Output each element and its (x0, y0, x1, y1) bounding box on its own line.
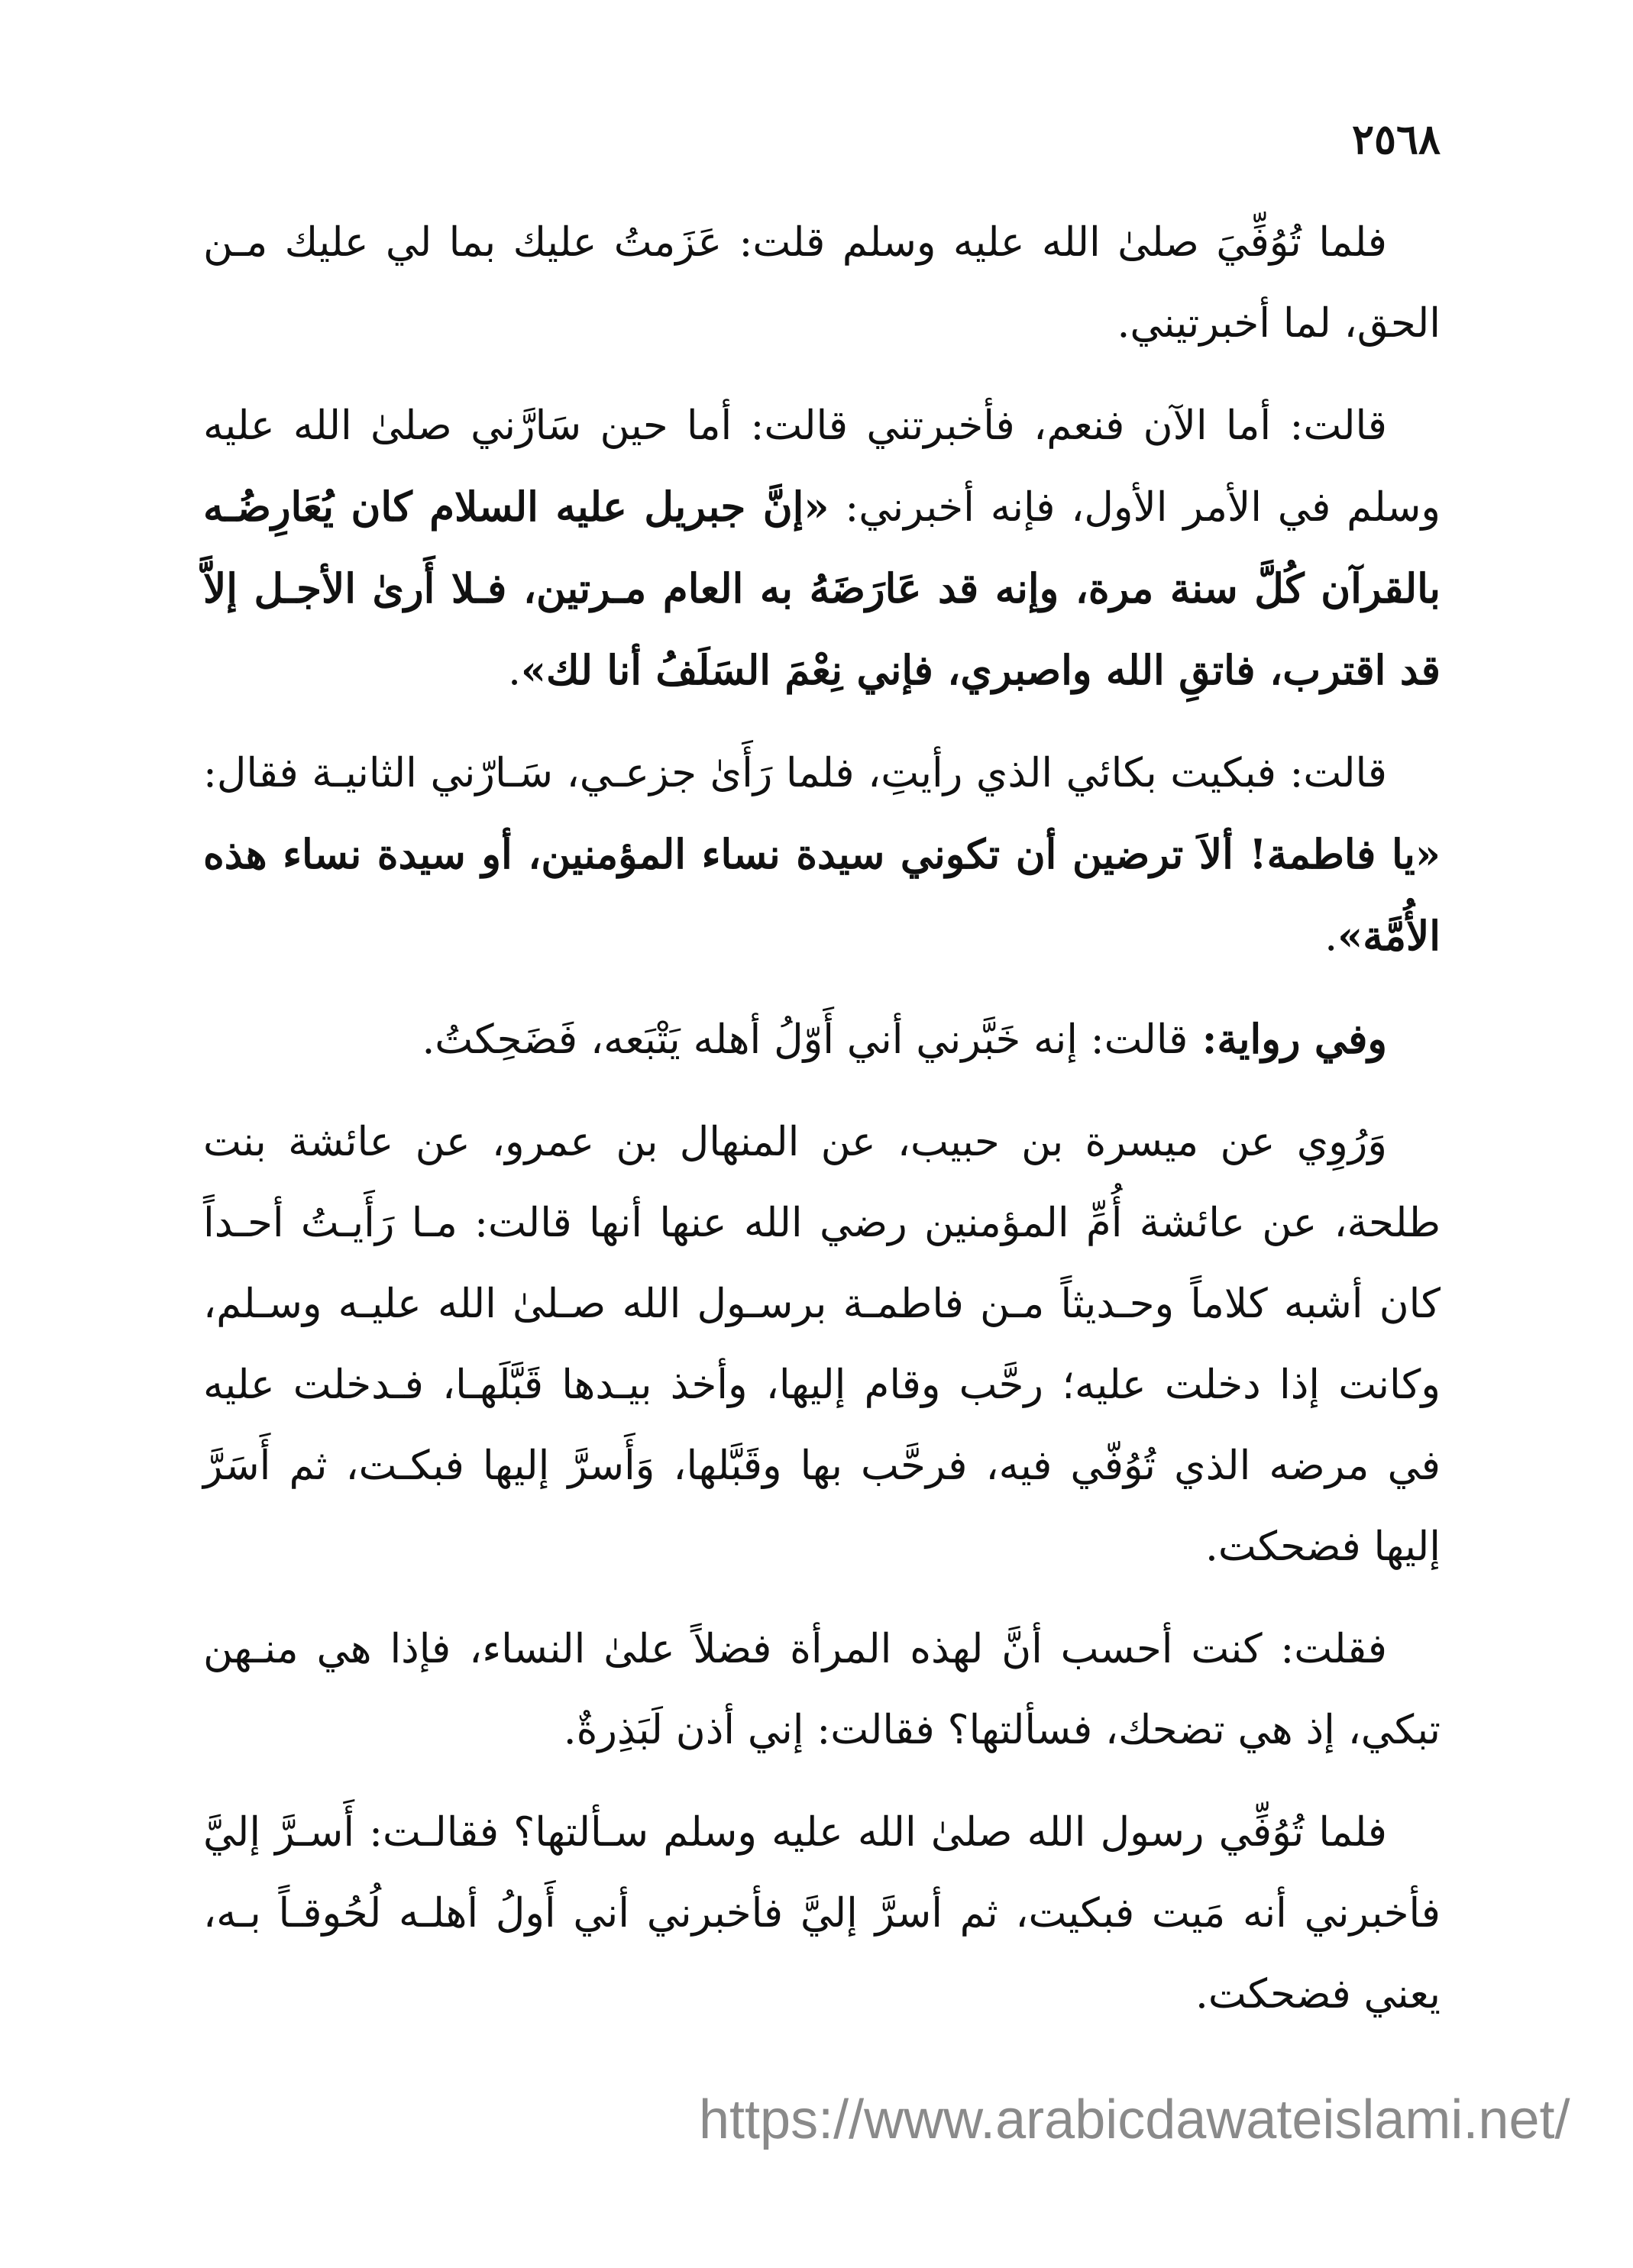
watermark-url: https://www.arabicdawateislami.net/ (699, 2089, 1570, 2150)
text-segment: فقلت: كنت أحسب أنَّ لهذه المرأة فضلاً علىٰ النساء، فإذا هي منـهن تبكي، إذ هي تضحك، فسألتها؟ فقالت: إني أذن لَبَذِرةٌ. (203, 1626, 1441, 1753)
text-segment: . (1324, 913, 1338, 960)
page-number: ٢٥٦٨ (1351, 115, 1441, 163)
text-segment: قالت: فبكيت بكائي الذي رأيتِ، فلما رَأَىٰ جزعـي، سَـارّني الثانيـة فقال: (203, 750, 1387, 796)
bold-text-segment: «يا فاطمة! ألاَ ترضين أن تكوني سيدة نساء المؤمنين، أو سيدة نساء هذه الأُمَّة» (203, 831, 1441, 960)
paragraph (203, 1102, 1441, 1588)
text-segment: قالت: إنه خَبَّرني أني أَوّلُ أهله يَتْبَعه، فَضَحِكتُ. (422, 1016, 1188, 1063)
bold-text-segment: «إنَّ جبريل عليه السلام كان يُعَارِضُـه بالقرآن كُلَّ سنة مرة، وإنه قد عَارَضَهُ به العام مـرتين، فـلا أَرىٰ الأجـل إلاَّ قد اقترب، فاتقِ الله واصبري، فإني نِعْمَ السَلَفُ أنا لك» (203, 483, 1441, 694)
paragraph (203, 202, 1441, 364)
paragraph (203, 1609, 1441, 1771)
text-segment: . (508, 648, 521, 694)
paragraph (203, 1792, 1441, 2035)
text-segment: وَرُوِي عن ميسرة بن حبيب، عن المنهال بن عمرو، عن عائشة بنت طلحة، عن عائشة أُمِّ المؤمنين رضي الله عنها أنها قالت: مـا رَأَيـتُ أحـداً كان أشبه كلاماً وحـديثاً مـن فاطمـة برسـول الله صـلىٰ الله عليـه وسـلم، وكانت إذا دخلت عليه؛ رحَّب وقام إليها، وأخذ بيـدها قَبَّلَهـا، فـدخلت عليه في مرضه الذي تُوُفّي فيه، فرحَّب بها وقَبَّلها، وَأَسرَّ إليها فبكـت، ثم أَسَرَّ إليها فضحكت. (203, 1119, 1441, 1570)
paragraph (203, 999, 1441, 1081)
main-text (203, 202, 1441, 2056)
text-segment: فلما تُوُفِّيَ صلىٰ الله عليه وسلم قلت: عَزَمتُ عليك بما لي عليك مـن الحق، لما أخبرتيني. (203, 219, 1441, 347)
text-segment: قالت: أما الآن فنعم، فأخبرتني قالت: أما حين سَارَّني صلىٰ الله عليه وسلم في الأمر الأول، فإنه أخبرني: (203, 402, 1441, 531)
bold-text-segment: وفي رواية: (1188, 1016, 1387, 1063)
paragraph (203, 386, 1441, 712)
text-segment: فلما تُوُفِّي رسول الله صلىٰ الله عليه وسلم سـألتها؟ فقالـت: أَسـرَّ إليَّ فأخبرني أنه مَيت فبكيت، ثم أسرَّ إليَّ فأخبرني أني أَولُ أهلـه لُحُوقـاً بـه، يعني فضحكت. (203, 1809, 1441, 2018)
paragraph (203, 733, 1441, 977)
